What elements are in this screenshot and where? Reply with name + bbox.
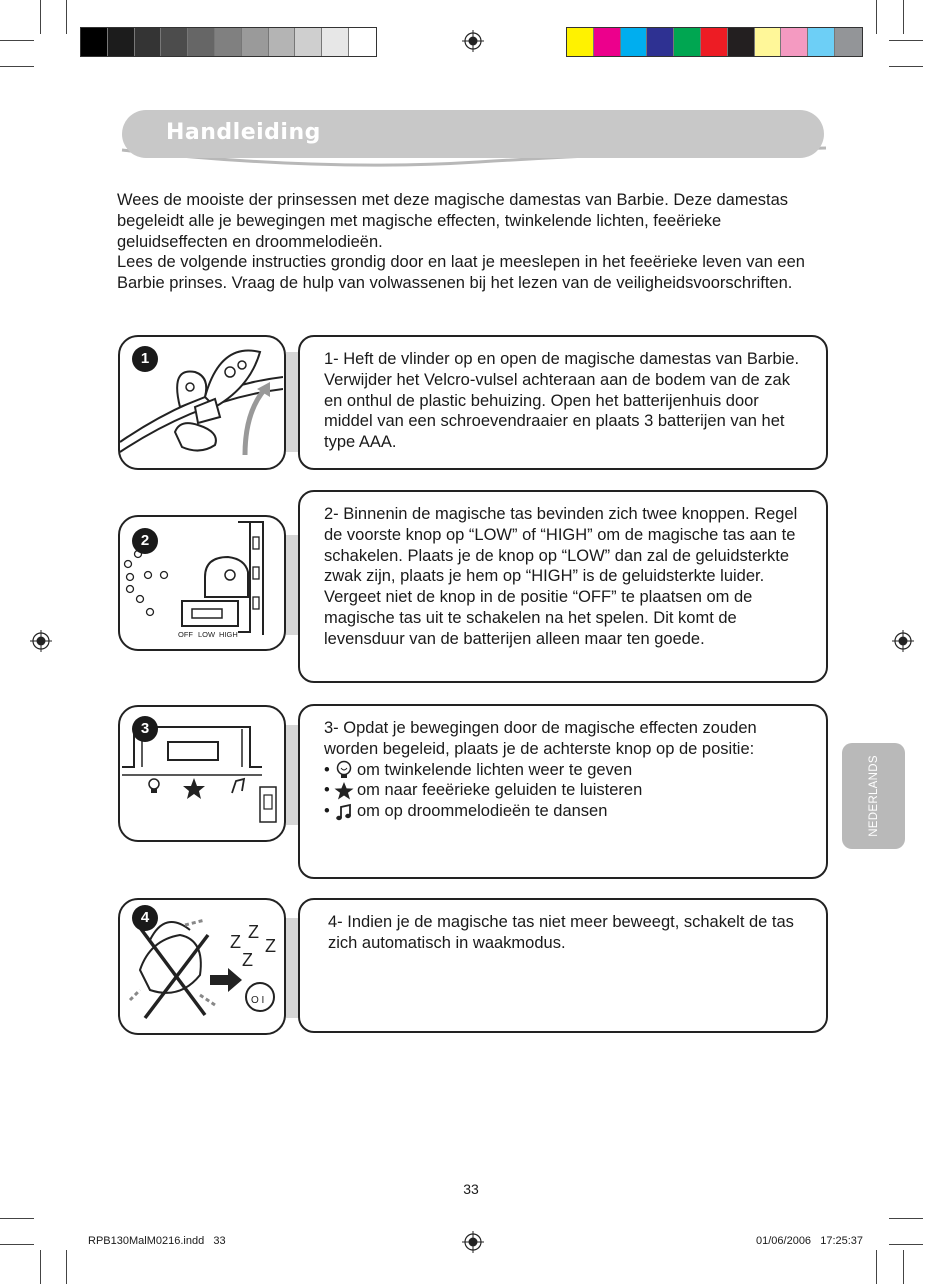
crop-mark: [40, 0, 41, 34]
switch-label-off: OFF: [178, 630, 193, 639]
step-1-text-box: [298, 335, 828, 470]
page-number: 33: [463, 1181, 479, 1197]
footer-file-info: RPB130MalM0216.indd 33: [88, 1235, 226, 1247]
color-swatch: [594, 28, 621, 56]
color-swatch: [349, 28, 376, 56]
color-swatch: [269, 28, 296, 56]
bullet-dot: •: [324, 760, 330, 779]
intro-paragraph: Lees de volgende instructies grondig door en laat je meeslepen in het feeërieke leven van een Barbie prinses. Vraag de hulp van volwassenen bij het lezen van de veiligheidsvoorschriften.: [117, 253, 805, 293]
step-4-text: 4- Indien je de magische tas niet meer beweegt, schakelt de tas zich automatisch in waakmodus.: [328, 913, 794, 952]
mode-bullet-melodies: [324, 801, 810, 822]
step-1-text: 1- Heft de vlinder op en open de magische damestas van Barbie. Verwijder het Velcro-vulsel achteraan aan de bodem van de zak en onthul de plastic behuizing. Open het batterijenhuis door middel van een schroevendraaier en plaats 3 batterijen van het type AAA.: [324, 350, 800, 452]
color-swatch: [701, 28, 728, 56]
color-swatch: [621, 28, 648, 56]
crop-mark: [0, 66, 34, 67]
color-swatch: [835, 28, 862, 56]
crop-mark: [0, 1244, 34, 1245]
step-badge: 1: [132, 346, 158, 372]
color-swatch: [161, 28, 188, 56]
crop-mark: [903, 1250, 904, 1284]
step-badge: 4: [132, 905, 158, 931]
crop-mark: [40, 1250, 41, 1284]
crop-mark: [66, 1250, 67, 1284]
step-3-text-box: [298, 704, 828, 879]
step-3-intro: 3- Opdat je bewegingen door de magische effecten zouden worden begeleid, plaats je de achterste knop op de positie:: [324, 719, 757, 758]
cmyk-color-bar: [566, 27, 863, 57]
color-swatch: [781, 28, 808, 56]
switch-label-high: HIGH: [219, 630, 238, 639]
intro-text: [117, 190, 817, 294]
color-swatch: [647, 28, 674, 56]
intro-paragraph: Wees de mooiste der prinsessen met deze magische damestas van Barbie. Deze damestas begeleidt alle je bewegingen met magische effecten, twinkelende lichten, feeërieke geluidseffecten en droommelodieën.: [117, 191, 789, 251]
mode-bullet-lights: [324, 760, 810, 781]
bullet-dot: •: [324, 802, 330, 821]
color-swatch: [81, 28, 108, 56]
page-title: Handleiding: [166, 120, 321, 145]
registration-mark-icon: [462, 1231, 484, 1253]
music-note-icon: [334, 802, 354, 822]
color-swatch: [135, 28, 162, 56]
registration-mark-icon: [892, 630, 914, 652]
color-swatch: [188, 28, 215, 56]
crop-mark: [0, 40, 34, 41]
mode-bullet-sounds: [324, 780, 810, 801]
star-icon: [334, 781, 354, 801]
language-side-tab: [842, 743, 905, 849]
lightbulb-icon: [334, 760, 354, 780]
crop-mark: [889, 1218, 923, 1219]
crop-mark: [876, 1250, 877, 1284]
svg-text:Z: Z: [265, 936, 276, 956]
step-badge: 2: [132, 528, 158, 554]
language-label: NEDERLANDS: [867, 755, 880, 837]
crop-mark: [889, 40, 923, 41]
footer-date-info: 01/06/2006 17:25:37: [756, 1235, 864, 1247]
grayscale-color-bar: [80, 27, 377, 57]
color-swatch: [567, 28, 594, 56]
color-swatch: [242, 28, 269, 56]
color-swatch: [755, 28, 782, 56]
crop-mark: [889, 66, 923, 67]
svg-text:O I: O I: [251, 995, 265, 1006]
step-2-text-box: [298, 490, 828, 683]
color-swatch: [728, 28, 755, 56]
mode-bullet-text: om op droommelodieën te dansen: [357, 802, 608, 821]
crop-mark: [876, 0, 877, 34]
color-swatch: [108, 28, 135, 56]
mode-bullet-text: om twinkelende lichten weer te geven: [357, 760, 633, 779]
mode-bullet-text: om naar feeërieke geluiden te luisteren: [357, 781, 643, 800]
registration-mark-icon: [462, 30, 484, 52]
crop-mark: [66, 0, 67, 34]
crop-mark: [0, 1218, 34, 1219]
color-swatch: [295, 28, 322, 56]
color-swatch: [808, 28, 835, 56]
bullet-dot: •: [324, 781, 330, 800]
color-swatch: [215, 28, 242, 56]
crop-mark: [903, 0, 904, 34]
svg-text:Z: Z: [248, 922, 259, 942]
svg-text:Z: Z: [242, 950, 253, 970]
step-2-text: 2- Binnenin de magische tas bevinden zich twee knoppen. Regel de voorste knop op “LOW” of “HIGH” om de magische tas aan te schakelen. Plaats je de knop op “LOW” dan zal de geluidsterkte zwak zijn, plaats je hem op “HIGH” is de geluidsterkte luider. Vergeet niet de knop in de positie “OFF” te plaatsen om de magische tas uit te schakelen na het spelen. Dit komt de levensduur van de batterijen alleen maar ten goede.: [324, 505, 798, 648]
step-4-text-box: [298, 898, 828, 1033]
crop-mark: [889, 1244, 923, 1245]
switch-label-low: LOW: [198, 630, 216, 639]
color-swatch: [674, 28, 701, 56]
registration-mark-icon: [30, 630, 52, 652]
svg-text:Z: Z: [230, 932, 241, 952]
step-badge: 3: [132, 716, 158, 742]
color-swatch: [322, 28, 349, 56]
